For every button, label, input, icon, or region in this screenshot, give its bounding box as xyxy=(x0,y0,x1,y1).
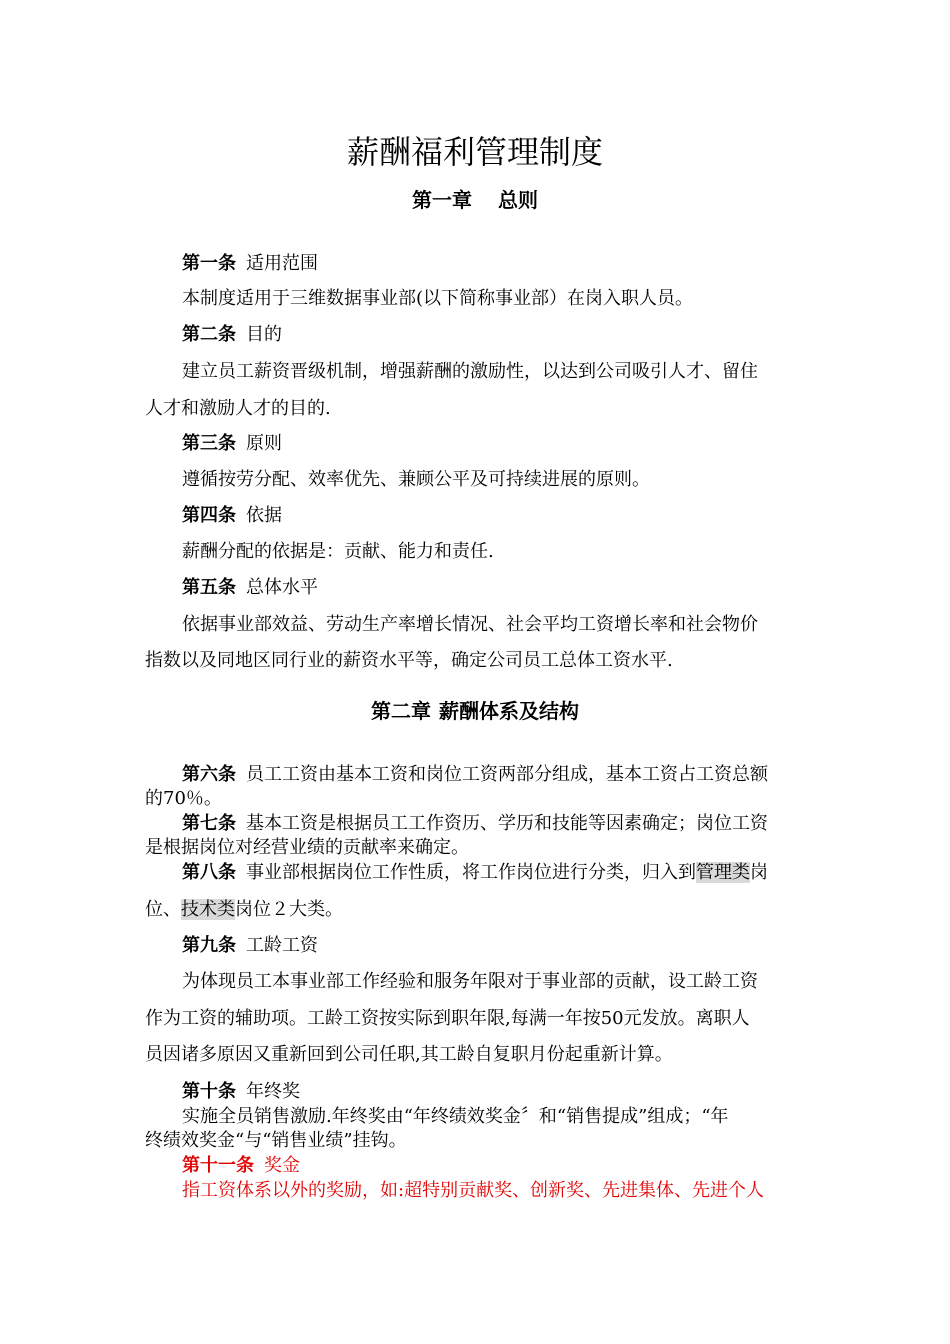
article-1-heading xyxy=(182,252,318,276)
article-5-heading xyxy=(182,576,318,600)
article-8-text-line1: 事业部根据岗位工作性质，将工作岗位进行分类，归入到 xyxy=(246,862,696,883)
article-5-text-line1: 依据事业部效益、劳动生产率增长情况、社会平均工资增长率和社会物价 xyxy=(182,614,758,635)
article-10-heading xyxy=(182,1080,300,1104)
article-5-text-line2: 指数以及同地区同行业的薪资水平等，确定公司员工总体工资水平. xyxy=(145,650,673,671)
chapter-1-name: 总则 xyxy=(498,188,538,212)
article-3-text: 遵循按劳分配、效率优先、兼顾公平及可持续进展的原则。 xyxy=(182,469,650,490)
article-4-name: 依据 xyxy=(246,505,282,526)
article-11-heading xyxy=(182,1154,300,1178)
article-7-text-line2: 是根据岗位对经营业绩的贡献率来确定。 xyxy=(145,837,469,858)
chapter-1-heading xyxy=(0,186,950,214)
article-1-name: 适用范围 xyxy=(246,253,318,274)
article-7-number: 第七条 xyxy=(182,813,236,834)
article-2-heading xyxy=(182,323,282,347)
article-4-number: 第四条 xyxy=(182,505,236,526)
article-9-text-line3: 员因诸多原因又重新回到公司任职,其工龄自复职月份起重新计算。 xyxy=(145,1044,673,1065)
article-6-text-line1: 员工工资由基本工资和岗位工资两部分组成，基本工资占工资总额 xyxy=(246,764,768,785)
article-9-text-line1: 为体现员工本事业部工作经验和服务年限对于事业部的贡献，设工龄工资 xyxy=(182,971,758,992)
article-11-number: 第十一条 xyxy=(182,1155,254,1176)
article-1-number: 第一条 xyxy=(182,253,236,274)
article-8-number: 第八条 xyxy=(182,862,236,883)
article-10-text-line2: 终绩效奖金“与“销售业绩”挂钩。 xyxy=(145,1130,407,1151)
article-9-number: 第九条 xyxy=(182,935,236,956)
article-8-text-line2-end: 岗位２大类。 xyxy=(235,899,343,920)
article-6-text-line2: 的70％。 xyxy=(145,788,222,809)
article-2-name: 目的 xyxy=(246,324,282,345)
article-2-text-line1: 建立员工薪资晋级机制，增强薪酬的激励性，以达到公司吸引人才、留住 xyxy=(182,361,758,382)
article-10-number: 第十条 xyxy=(182,1081,236,1102)
article-3-name: 原则 xyxy=(246,433,282,454)
article-11-name: 奖金 xyxy=(264,1155,300,1176)
article-3-heading xyxy=(182,432,282,456)
article-9-text-line2: 作为工资的辅助项。工龄工资按实际到职年限,每满一年按50元发放。离职人 xyxy=(145,1008,750,1029)
article-5-name: 总体水平 xyxy=(246,577,318,598)
article-7-text-line1: 基本工资是根据员工工作资历、学历和技能等因素确定；岗位工资 xyxy=(246,813,768,834)
article-8-line1 xyxy=(182,861,768,885)
chapter-2-heading xyxy=(0,697,950,725)
article-1-text: 本制度适用于三维数据事业部(以下简称事业部）在岗入职人员。 xyxy=(182,288,694,309)
article-6-number: 第六条 xyxy=(182,764,236,785)
article-4-text: 薪酬分配的依据是：贡献、能力和责任. xyxy=(182,541,494,562)
article-10-name: 年终奖 xyxy=(246,1081,300,1102)
highlight-technical-category: 技术类 xyxy=(181,899,235,920)
article-3-number: 第三条 xyxy=(182,433,236,454)
chapter-2-number: 第二章 xyxy=(371,699,431,723)
article-6-line1 xyxy=(182,763,768,787)
page-title: 薪酬福利管理制度 xyxy=(346,133,603,171)
chapter-1-number: 第一章 xyxy=(412,188,472,212)
article-2-text-line2: 人才和激励人才的目的. xyxy=(145,398,331,419)
article-10-text-line1: 实施全员销售激励.年终奖由“年终绩效奖金〞和“销售提成”组成；“年 xyxy=(182,1106,729,1127)
article-4-heading xyxy=(182,504,282,528)
article-8-line2 xyxy=(145,898,343,922)
article-5-number: 第五条 xyxy=(182,577,236,598)
highlight-management-category: 管理类 xyxy=(696,862,750,883)
article-8-text-line1-end: 岗 xyxy=(750,862,768,883)
chapter-2-name: 薪酬体系及结构 xyxy=(439,699,579,723)
article-8-text-line2-start: 位、 xyxy=(145,899,181,920)
article-11-text-line1: 指工资体系以外的奖励，如:超特别贡献奖、创新奖、先进集体、先进个人 xyxy=(182,1180,765,1201)
article-9-name: 工龄工资 xyxy=(246,935,318,956)
article-9-heading xyxy=(182,934,318,958)
article-7-line1 xyxy=(182,812,768,836)
article-2-number: 第二条 xyxy=(182,324,236,345)
